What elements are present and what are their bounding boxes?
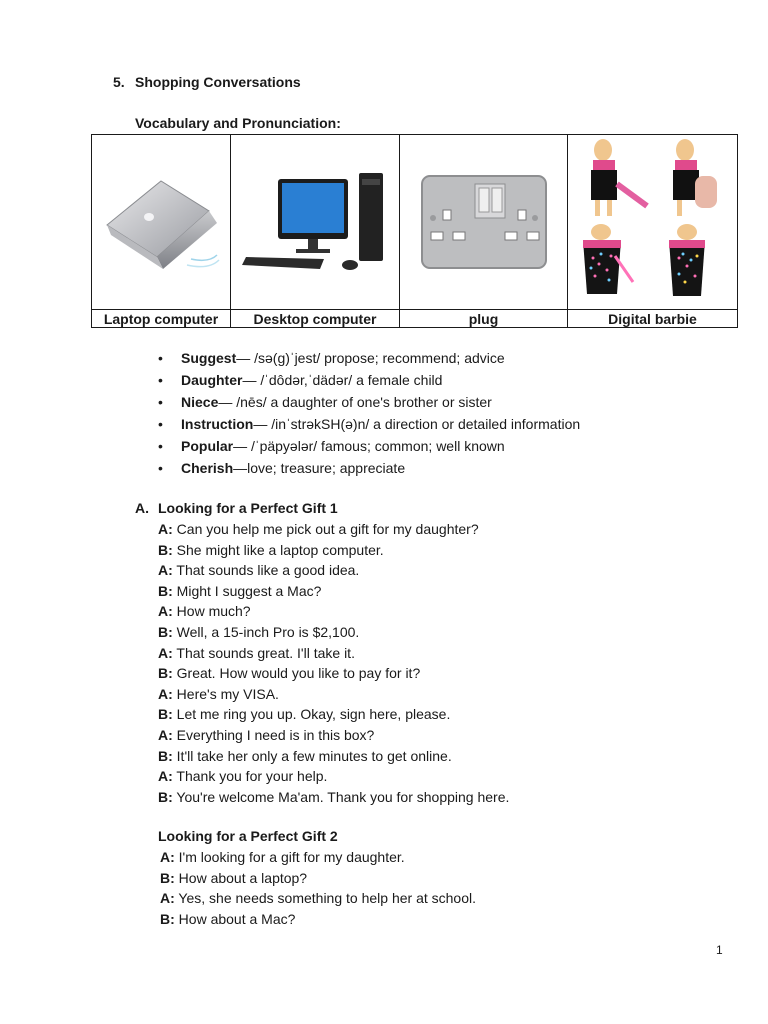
dialog-text: It'll take her only a few minutes to get online. (172, 747, 452, 764)
conversation-1-title: Looking for a Perfect Gift 1 (158, 500, 338, 516)
vocab-word: Suggest (181, 350, 237, 366)
speaker-label: B: (160, 910, 175, 927)
dialog-text: I'm looking for a gift for my daughter. (174, 849, 405, 865)
dialog-text: Might I suggest a Mac? (172, 582, 322, 599)
dialog-text: Yes, she needs something to help her at school. (174, 890, 476, 907)
vocab-definition: — /ˈdôdər,ˈdädər/ a female child (242, 372, 443, 388)
dialog-line (158, 581, 509, 602)
dialog-text: Can you help me pick out a gift for my daughter? (172, 521, 479, 537)
dialog-line (158, 704, 509, 725)
dialog-line (158, 746, 509, 767)
laptop-image (99, 167, 223, 277)
speaker-label: B: (158, 541, 173, 558)
speaker-label: B: (158, 706, 173, 723)
speaker-label: B: (160, 869, 175, 886)
conversation-2-lines (160, 847, 476, 929)
dialog-line (160, 868, 476, 889)
dialog-text: That sounds great. I'll take it. (172, 644, 355, 661)
dialog-text: You're welcome Ma'am. Thank you for shopping here. (172, 788, 510, 805)
dialog-text: Well, a 15-inch Pro is $2,100. (172, 623, 360, 640)
speaker-label: B: (158, 788, 173, 805)
dialog-line (158, 643, 509, 664)
dialog-text: She might like a laptop computer. (172, 541, 384, 558)
dialog-line (158, 787, 509, 808)
vocab-definition: — /ˈpäpyələr/ famous; common; well known (233, 438, 505, 454)
speaker-label: A: (158, 726, 173, 743)
dialog-text: That sounds like a good idea. (172, 562, 360, 579)
speaker-label: A: (158, 644, 173, 661)
conversation-1-letter: A. (135, 500, 149, 516)
vocabulary-list (158, 348, 580, 480)
dialog-text: Let me ring you up. Okay, sign here, please. (172, 706, 451, 723)
caption-barbie: Digital barbie (568, 310, 738, 328)
section-title-text: Shopping Conversations (135, 74, 301, 90)
vocab-definition: — /inˈstrəkSH(ə)n/ a direction or detailed information (253, 416, 581, 432)
caption-laptop: Laptop computer (92, 310, 231, 328)
desktop-cell (231, 135, 400, 310)
dialog-text: Thank you for your help. (172, 768, 328, 785)
vocab-item (158, 436, 580, 458)
dialog-line (158, 519, 509, 540)
vocab-definition: — /nēs/ a daughter of one's brother or sister (218, 394, 492, 410)
vocab-word: Cherish (181, 460, 234, 476)
speaker-label: A: (158, 521, 173, 537)
caption-plug: plug (400, 310, 568, 328)
speaker-label: B: (158, 623, 173, 640)
vocab-item (158, 392, 580, 414)
desktop-computer-image (240, 167, 390, 277)
plug-cell (400, 135, 568, 310)
conversation-1-heading (135, 500, 338, 516)
wall-plug-image (419, 172, 549, 272)
speaker-label: A: (158, 768, 173, 785)
dialog-text: Everything I need is in this box? (172, 726, 375, 743)
dialog-line (158, 663, 509, 684)
dialog-line (158, 766, 509, 787)
dialog-text: How about a laptop? (174, 869, 308, 886)
conversation-2-title: Looking for a Perfect Gift 2 (158, 828, 338, 844)
speaker-label: A: (160, 890, 175, 907)
dialog-line (160, 888, 476, 909)
vocab-definition: —love; treasure; appreciate (233, 460, 406, 476)
dialog-line (158, 684, 509, 705)
dialog-text: How about a Mac? (174, 910, 296, 927)
dialog-line (158, 601, 509, 622)
page-number: 1 (716, 943, 723, 957)
vocab-item (158, 458, 580, 480)
dialog-line (158, 622, 509, 643)
caption-desktop: Desktop computer (231, 310, 400, 328)
dialog-line (160, 847, 476, 868)
speaker-label: A: (158, 562, 173, 579)
section-number: 5. (113, 74, 125, 90)
barbie-cell (568, 135, 738, 310)
speaker-label: A: (158, 685, 173, 702)
dialog-line (158, 540, 509, 561)
dialog-line (158, 725, 509, 746)
speaker-label: A: (158, 603, 173, 620)
vocab-heading: Vocabulary and Pronunciation: (135, 115, 341, 131)
vocab-word: Daughter (181, 372, 243, 388)
conversation-1-lines (158, 519, 509, 807)
speaker-label: B: (158, 747, 173, 764)
vocab-word: Popular (181, 438, 234, 454)
speaker-label: A: (160, 849, 175, 865)
dialog-line (158, 560, 509, 581)
dialog-text: How much? (172, 603, 251, 620)
section-title (113, 74, 301, 90)
speaker-label: B: (158, 582, 173, 599)
vocab-table (91, 134, 738, 328)
vocab-item (158, 370, 580, 392)
vocab-definition: — /sə(g)ˈjest/ propose; recommend; advice (236, 350, 505, 366)
vocab-item (158, 348, 580, 370)
dialog-line (160, 909, 476, 930)
digital-barbie-image (571, 136, 735, 308)
vocab-item (158, 414, 580, 436)
dialog-text: Great. How would you like to pay for it? (172, 665, 421, 682)
dialog-text: Here's my VISA. (172, 685, 279, 702)
laptop-cell (92, 135, 231, 310)
speaker-label: B: (158, 665, 173, 682)
vocab-word: Instruction (181, 416, 254, 432)
vocab-word: Niece (181, 394, 219, 410)
